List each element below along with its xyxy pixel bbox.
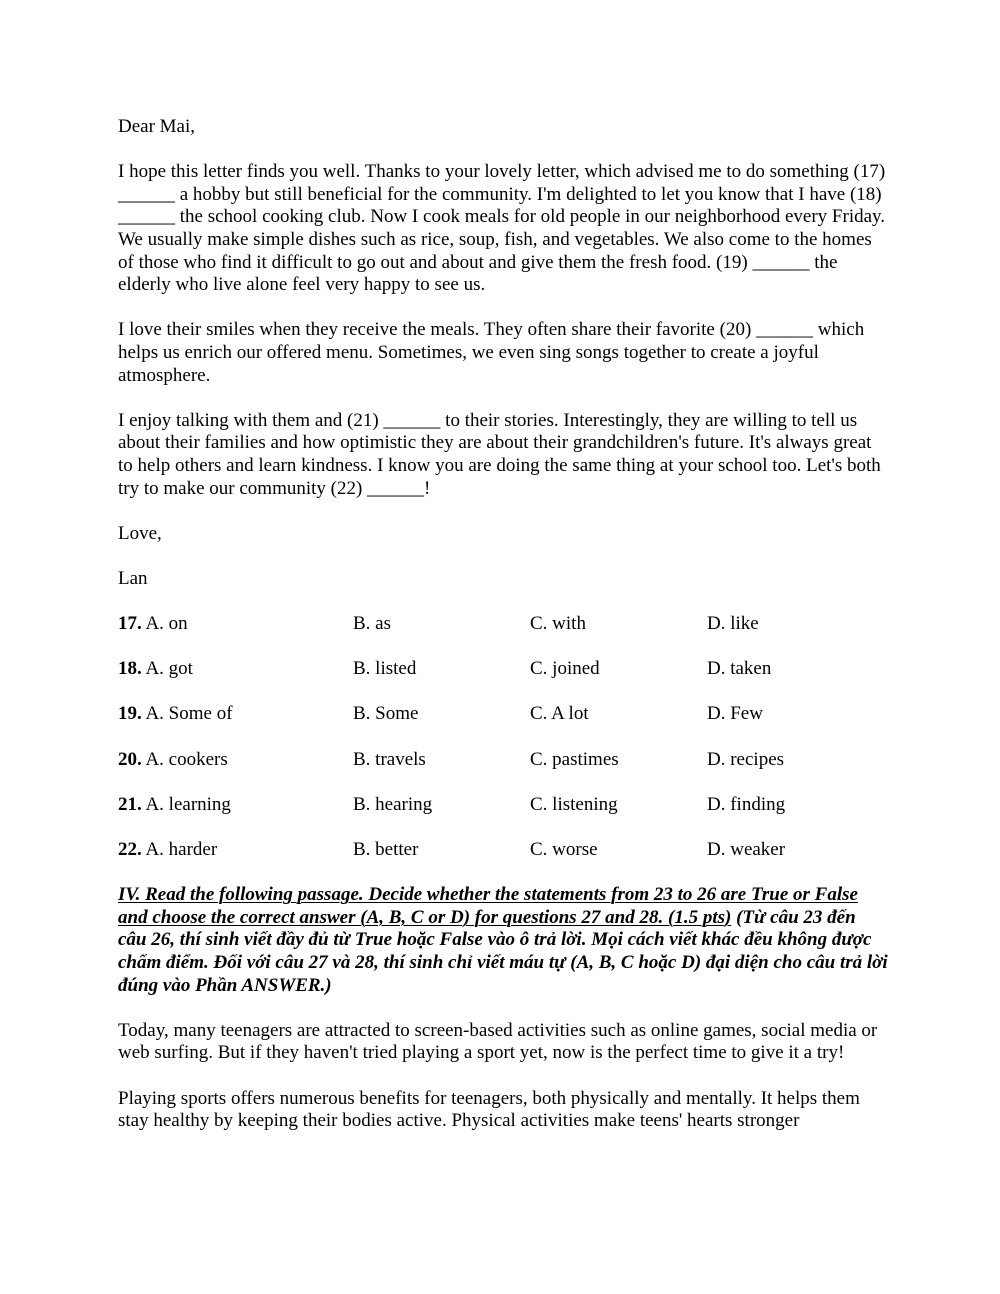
option-b: B. as (353, 613, 391, 635)
question-number: 19. (118, 703, 142, 725)
option-a-text: A. harder (145, 839, 218, 860)
question-number: 22. (118, 839, 142, 860)
letter-closing: Love, (118, 522, 162, 544)
option-a (118, 613, 353, 636)
option-d: D. weaker (707, 839, 786, 860)
option-b: B. hearing (353, 793, 433, 815)
question-row-21 (118, 794, 888, 817)
passage-paragraph-2: Playing sports offers numerous benefits for teenagers, both physically and mentally. It helps them stay healthy by keeping their bodies active. Physical activities make teens' hearts stronger (118, 1087, 860, 1132)
option-d: D. finding (707, 793, 786, 815)
letter-signature: Lan (118, 567, 148, 589)
option-b: B. Some (353, 703, 419, 725)
question-number: 20. (118, 748, 142, 770)
option-b: B. better (353, 839, 419, 860)
question-number: 17. (118, 613, 142, 635)
section-heading-note: (Từ câu 23 đến câu 26, thí sinh viết đầy đủ từ True hoặc False vào ô trả lời. Mọi cách viết khác đều không được chấm điểm. Đối với câu 27 và 28, thí sinh chỉ viết máu tự (A, B, C hoặc D) đại diện cho câu trả lời đúng vào Phần ANSWER.) (118, 906, 888, 996)
option-b: B. listed (353, 658, 417, 680)
question-row-18 (118, 658, 888, 681)
passage-paragraph-1: Today, many teenagers are attracted to screen-based activities such as online games, social media or web surfing. But if they haven't tried playing a sport yet, now is the perfect time to give it a try! (118, 1019, 878, 1064)
question-list (118, 613, 888, 862)
option-a (118, 794, 353, 817)
question-number: 18. (118, 658, 142, 680)
option-a-text: A. cookers (145, 748, 228, 770)
option-a (118, 839, 353, 862)
letter-paragraph-3: I enjoy talking with them and (21) ______ to their stories. Interestingly, they are willing to tell us about their families and how optimistic they are about their grandchildren's future. It's always great to help others and learn kindness. I know you are doing the same thing at your school too. Let's both try to make our community (22) ______! (118, 409, 881, 499)
question-number: 21. (118, 793, 142, 815)
option-c: C. with (530, 613, 586, 635)
section-heading-title: IV. Read the following passage. Decide whether the statements from 23 to 26 are True or False and choose the correct answer (A, B, C or D) for questions 27 and 28. (1.5 pts) (118, 884, 858, 928)
letter-paragraph-1: I hope this letter finds you well. Thanks to your lovely letter, which advised me to do something (17) ______ a hobby but still beneficial for the community. I'm delighted to let you know that I have (18) ______ the school cooking club. Now I cook meals for old people in our neighborhood every Friday. We usually make simple dishes such as rice, soup, fish, and vegetables. We also come to the homes of those who find it difficult to go out and about and give them the fresh food. (19) ______ the elderly who live alone feel very happy to see us. (118, 161, 886, 296)
option-a (118, 658, 353, 681)
option-a-text: A. learning (145, 793, 231, 815)
option-a-text: A. got (145, 658, 193, 680)
option-d: D. Few (707, 703, 763, 725)
option-c: C. worse (530, 839, 598, 860)
option-c: C. joined (530, 658, 600, 680)
option-a (118, 703, 353, 726)
option-a (118, 749, 353, 772)
section-heading (118, 884, 888, 997)
document-page (118, 116, 888, 1155)
option-d: D. recipes (707, 748, 785, 770)
option-a-text: A. on (145, 613, 188, 635)
option-a-text: A. Some of (145, 703, 233, 725)
letter-paragraph-2: I love their smiles when they receive the meals. They often share their favorite (20) ______ which helps us enrich our offered menu. Sometimes, we even sing songs together to create a joyful atmosphere. (118, 319, 865, 386)
question-row-20 (118, 749, 888, 772)
option-c: C. A lot (530, 703, 589, 725)
option-c: C. listening (530, 793, 618, 815)
option-d: D. like (707, 613, 759, 635)
question-row-19 (118, 703, 888, 726)
question-row-22 (118, 839, 888, 862)
option-c: C. pastimes (530, 748, 619, 770)
letter-greeting: Dear Mai, (118, 116, 196, 137)
question-row-17 (118, 613, 888, 636)
option-d: D. taken (707, 658, 772, 680)
option-b: B. travels (353, 748, 426, 770)
